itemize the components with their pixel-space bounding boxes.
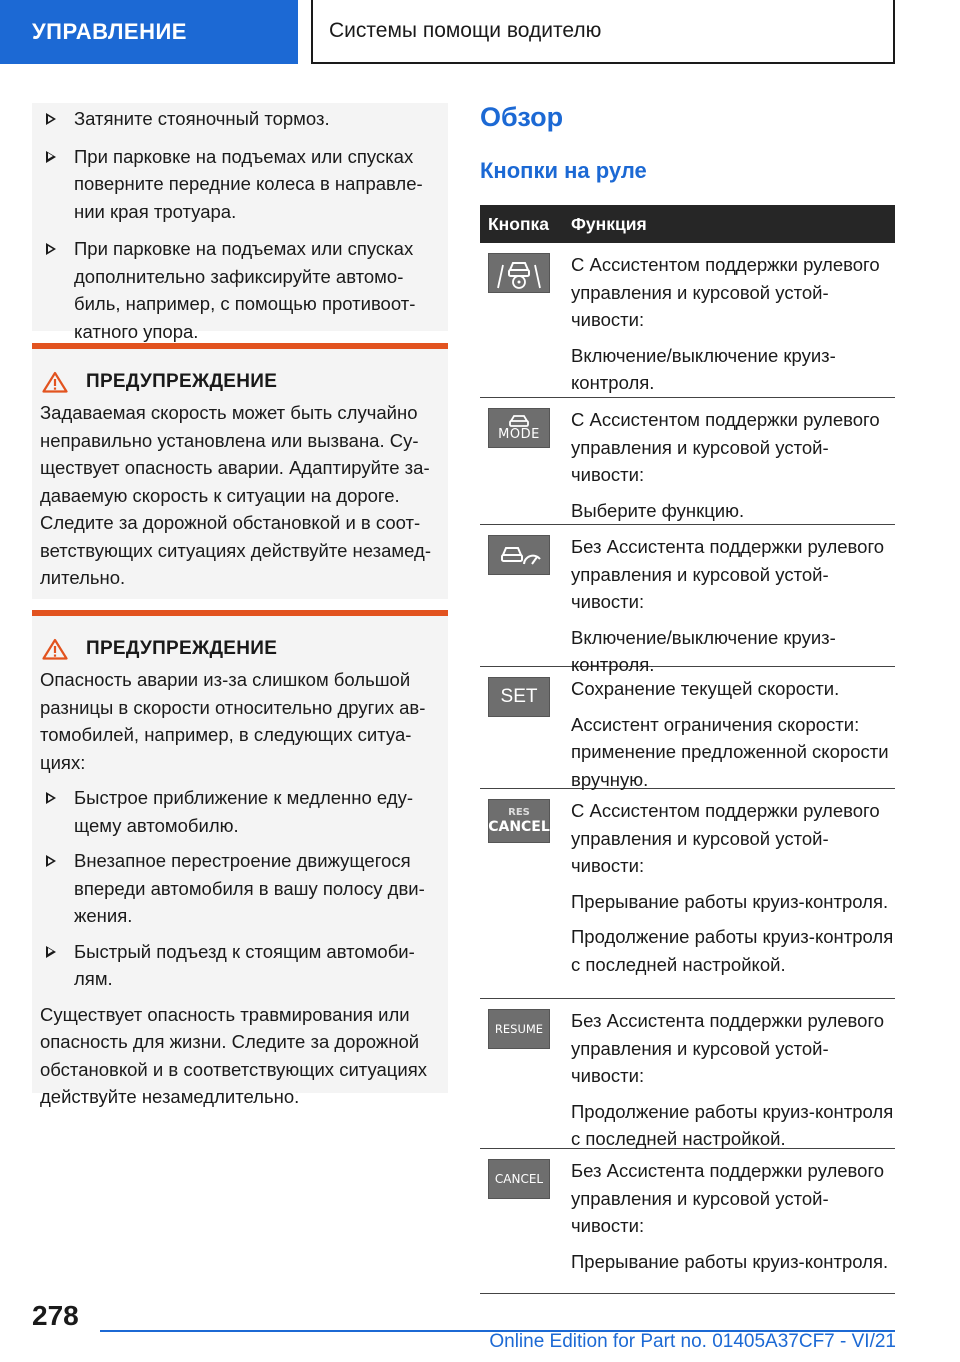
function-text: Включение/выключение круиз-контроля. [571, 626, 836, 675]
list-item [32, 143, 434, 226]
parking-tips-box [32, 103, 448, 342]
triangle-bullet-icon [46, 855, 56, 867]
cruise-assist-steering-icon [488, 253, 550, 293]
table-row [480, 1149, 895, 1294]
set-label: SET [500, 686, 538, 707]
resume-button-icon [488, 1009, 550, 1049]
set-button-icon [488, 677, 550, 717]
resume-label: RESUME [494, 1022, 544, 1036]
cancel-label: CANCEL [488, 819, 550, 835]
warning-list [32, 784, 434, 993]
function-text: Без Ассистента поддержки рулевого управления и курсовой устойчивости: [571, 1010, 885, 1086]
function-text: Без Ассистента поддержки рулевого управления и курсовой устойчивости: [571, 536, 885, 612]
res-label: RES [508, 807, 530, 818]
table-row [480, 667, 895, 789]
column-header-function: Функция [571, 213, 647, 234]
warning-outro: Существует опасность травмирования или опасность для жизни. Следите за дорожной обстановкой и в соответствующих ситуациях действуйте незамедлительно. [40, 1003, 427, 1107]
function-text: Продолжение работы круиз-контроля с последней настройкой. [571, 926, 894, 975]
section-header: УПРАВЛЕНИЕ [0, 0, 298, 64]
list-item [32, 938, 434, 993]
function-text: Включение/выключение круиз-контроля. [571, 344, 836, 393]
column-header-button: Кнопка [488, 213, 550, 234]
list-item-text: Внезапное перестроение движущегося впереди автомобиля в вашу полосу движения. [74, 850, 425, 926]
list-item-text: Быстрый подъезд к стоящим автомобилям. [74, 940, 415, 989]
warning-intro: Опасность аварии из-за слишком большой разницы в скорости относительно других автомобилей, например, в следующих ситуациях: [40, 669, 426, 773]
function-text: Прерывание работы круиз-контроля. [571, 890, 889, 912]
warning-box-1 [32, 343, 448, 599]
warning-title [40, 371, 434, 393]
function-text: Прерывание работы круиз-контроля. [571, 1250, 889, 1272]
table-row [480, 789, 895, 999]
function-text: Выберите функцию. [571, 499, 745, 521]
chapter-header: Системы помощи водителю [311, 0, 895, 64]
steering-buttons-table [480, 205, 895, 1294]
function-text: Ассистент ограничения скорости: применение предложенной скорости вручную. [571, 713, 889, 790]
warning-triangle-icon [42, 371, 68, 393]
list-item [32, 235, 434, 345]
function-text: Продолжение работы круиз-контроля с последней настройкой. [571, 1100, 894, 1149]
footer-edition-text: Online Edition for Part no. 01405A37CF7 - VI/21 [489, 1331, 896, 1352]
function-text: Без Ассистента поддержки рулевого управления и курсовой устойчивости: [571, 1160, 885, 1236]
triangle-bullet-icon [46, 151, 56, 163]
list-item [32, 847, 434, 930]
mode-button-icon [488, 408, 550, 448]
cruise-control-icon [488, 535, 550, 575]
table-row [480, 243, 895, 398]
triangle-bullet-icon [46, 946, 56, 958]
cancel-label: CANCEL [494, 1172, 544, 1186]
triangle-bullet-icon [46, 243, 56, 255]
warning-box-2 [32, 610, 448, 1107]
warning-text: Задаваемая скорость может быть случайно неправильно установлена или вызвана. Существует опасность аварии. Адаптируйте задаваемую скорость к ситуации на дороге. Следите за дорожной обстановкой и в соответствующих ситуациях действуйте незамедлительно. [40, 402, 431, 588]
warning-triangle-icon [42, 638, 68, 660]
triangle-bullet-icon [46, 113, 56, 125]
table-header [480, 205, 895, 243]
page-number: 278 [32, 1300, 79, 1331]
triangle-bullet-icon [46, 792, 56, 804]
function-text: С Ассистентом поддержки рулевого управления и курсовой устойчивости: [571, 800, 880, 876]
subsection-title: Кнопки на руле [480, 158, 647, 183]
list-item-text: При парковке на подъемах или спусках поверните передние колеса в направлении края тротуара. [74, 145, 423, 222]
list-item [32, 784, 434, 839]
list-item-text: Затяните стояночный тормоз. [74, 108, 330, 129]
res-cancel-button-icon [488, 799, 550, 843]
mode-label: MODE [498, 427, 540, 442]
table-row [480, 999, 895, 1149]
function-text: С Ассистентом поддержки рулевого управления и курсовой устойчивости: [571, 409, 880, 485]
list-item [32, 105, 434, 133]
section-title: Обзор [480, 102, 564, 132]
table-row [480, 525, 895, 675]
table-row [480, 398, 895, 525]
function-text: С Ассистентом поддержки рулевого управления и курсовой устойчивости: [571, 254, 880, 330]
function-text: Сохранение текущей скорости. [571, 678, 840, 699]
list-item-text: Быстрое приближение к медленно едущему автомобилю. [74, 787, 414, 836]
cancel-button-icon [488, 1159, 550, 1199]
warning-title-text: ПРЕДУПРЕЖДЕНИЕ [86, 371, 278, 392]
warning-title-text: ПРЕДУПРЕЖДЕНИЕ [86, 638, 278, 659]
car-icon [507, 414, 531, 428]
list-item-text: При парковке на подъемах или спусках дополнительно зафиксируйте автомобиль, например, с помощью противооткатного упора. [74, 238, 416, 342]
warning-title [40, 638, 434, 660]
